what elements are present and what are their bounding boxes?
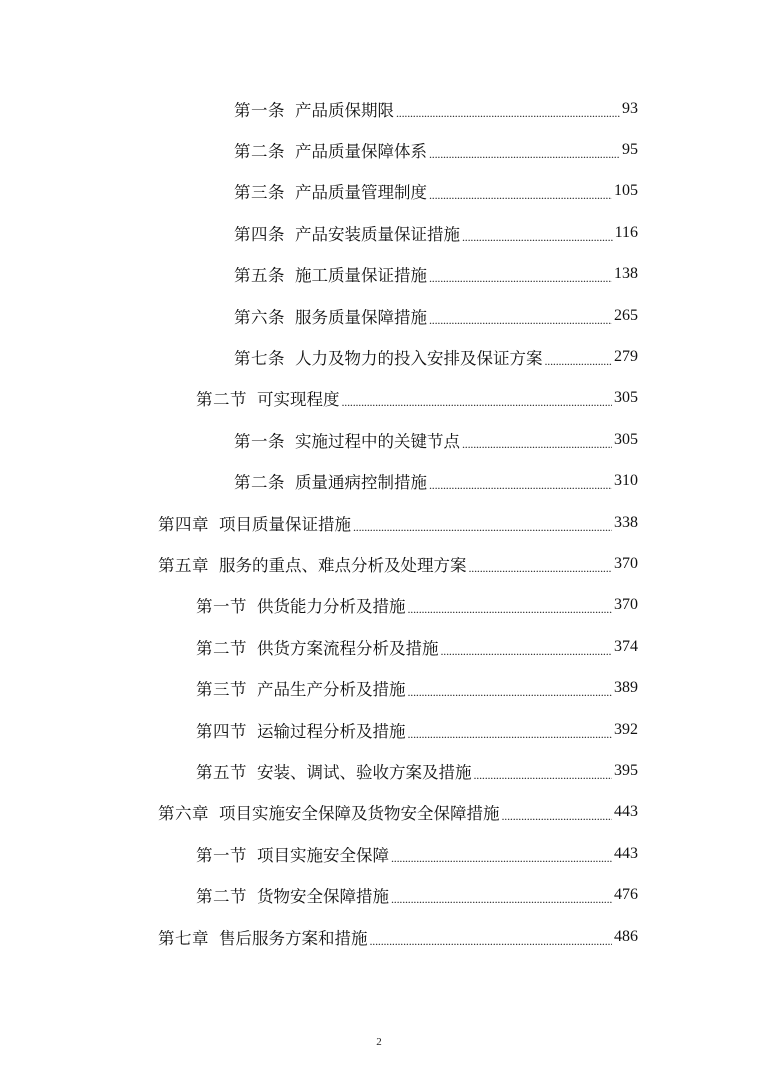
toc-entry-number: 第六章 <box>158 804 209 824</box>
dot-leader <box>469 557 613 575</box>
toc-entry[interactable] <box>0 585 638 626</box>
toc-entry-title: 产品质量管理制度 <box>295 183 427 203</box>
toc-entry-number: 第二节 <box>196 390 247 410</box>
dot-leader <box>441 640 613 658</box>
toc-entry-page: 338 <box>614 513 638 531</box>
toc-entry-page: 392 <box>614 720 638 738</box>
dot-leader <box>429 143 620 161</box>
toc-entry-title: 售后服务方案和措施 <box>219 928 368 948</box>
toc-entry-number: 第一条 <box>234 431 285 451</box>
toc-entry-page: 370 <box>614 596 638 614</box>
toc-entry-number: 第四节 <box>196 721 247 741</box>
toc-entry-number: 第五条 <box>234 266 285 286</box>
toc-entry-title: 产品安装质量保证措施 <box>295 224 460 244</box>
dot-leader <box>408 681 613 699</box>
toc-entry-page: 279 <box>614 348 638 366</box>
toc-entry[interactable] <box>0 378 638 419</box>
toc-entry-title: 货物安全保障措施 <box>257 887 389 907</box>
dot-leader <box>396 102 620 120</box>
toc-entry-page: 93 <box>622 99 638 117</box>
toc-entry-page: 443 <box>614 844 638 862</box>
toc-entry[interactable] <box>0 750 638 791</box>
toc-entry-page: 305 <box>614 430 638 448</box>
toc-entry-title: 可实现程度 <box>257 390 340 410</box>
toc-entry[interactable] <box>0 874 638 915</box>
toc-entry-title: 实施过程中的关键节点 <box>295 431 460 451</box>
toc-entry-number: 第三节 <box>196 680 247 700</box>
dot-leader <box>462 433 612 451</box>
toc-entry[interactable] <box>0 419 638 460</box>
toc-entry-page: 265 <box>614 306 638 324</box>
dot-leader <box>474 764 613 782</box>
toc-entry-title: 施工质量保证措施 <box>295 266 427 286</box>
table-of-contents <box>0 88 758 957</box>
dot-leader <box>429 267 612 285</box>
toc-entry-number: 第七条 <box>234 349 285 369</box>
toc-entry-page: 443 <box>614 803 638 821</box>
toc-entry-number: 第五节 <box>196 762 247 782</box>
toc-entry-number: 第五章 <box>158 555 209 575</box>
dot-leader <box>408 723 613 741</box>
toc-entry-page: 138 <box>614 265 638 283</box>
dot-leader <box>545 350 613 368</box>
toc-entry-title: 服务质量保障措施 <box>295 307 427 327</box>
toc-entry-page: 105 <box>614 182 638 200</box>
toc-entry-title: 供货方案流程分析及措施 <box>257 638 439 658</box>
toc-entry-page: 486 <box>614 927 638 945</box>
toc-entry-title: 产品质量保障体系 <box>295 142 427 162</box>
dot-leader <box>429 309 612 327</box>
toc-entry-page: 476 <box>614 886 638 904</box>
toc-entry-page: 389 <box>614 679 638 697</box>
toc-entry-number: 第三条 <box>234 183 285 203</box>
dot-leader <box>429 474 612 492</box>
toc-entry-title: 产品生产分析及措施 <box>257 680 406 700</box>
dot-leader <box>353 516 612 534</box>
toc-entry-title: 项目实施安全保障 <box>257 845 389 865</box>
page-number: 2 <box>376 1036 382 1048</box>
toc-entry-page: 116 <box>614 223 638 241</box>
toc-entry[interactable] <box>0 833 638 874</box>
toc-entry-number: 第七章 <box>158 928 209 948</box>
toc-entry-number: 第二节 <box>196 638 247 658</box>
toc-entry-title: 质量通病控制措施 <box>295 473 427 493</box>
dot-leader <box>429 184 612 202</box>
dot-leader <box>391 847 612 865</box>
toc-entry-page: 305 <box>614 389 638 407</box>
dot-leader <box>370 930 613 948</box>
toc-entry-number: 第四章 <box>158 514 209 534</box>
toc-entry-page: 395 <box>614 761 638 779</box>
toc-entry[interactable] <box>0 792 638 833</box>
toc-entry-number: 第二节 <box>196 887 247 907</box>
dot-leader <box>391 888 612 906</box>
toc-entry[interactable] <box>0 254 638 295</box>
toc-entry[interactable] <box>0 626 638 667</box>
toc-entry-title: 安装、调试、验收方案及措施 <box>257 762 472 782</box>
toc-entry[interactable] <box>0 543 638 584</box>
toc-entry[interactable] <box>0 502 638 543</box>
toc-entry-number: 第二条 <box>234 473 285 493</box>
toc-entry-number: 第六条 <box>234 307 285 327</box>
dot-leader <box>342 391 613 409</box>
toc-entry-number: 第四条 <box>234 224 285 244</box>
toc-entry-page: 310 <box>614 472 638 490</box>
toc-entry-title: 服务的重点、难点分析及处理方案 <box>219 555 467 575</box>
toc-entry[interactable] <box>0 709 638 750</box>
toc-entry[interactable] <box>0 171 638 212</box>
dot-leader <box>462 226 613 244</box>
toc-entry-number: 第二条 <box>234 142 285 162</box>
toc-entry[interactable] <box>0 88 638 129</box>
toc-entry-page: 370 <box>614 554 638 572</box>
dot-leader <box>408 598 613 616</box>
toc-entry[interactable] <box>0 129 638 170</box>
toc-entry-page: 374 <box>614 637 638 655</box>
toc-entry[interactable] <box>0 212 638 253</box>
toc-entry-title: 运输过程分析及措施 <box>257 721 406 741</box>
toc-entry-page: 95 <box>622 141 638 159</box>
toc-entry-title: 人力及物力的投入安排及保证方案 <box>295 349 543 369</box>
toc-entry[interactable] <box>0 336 638 377</box>
toc-entry[interactable] <box>0 916 638 957</box>
toc-entry-title: 项目实施安全保障及货物安全保障措施 <box>219 804 500 824</box>
toc-entry[interactable] <box>0 461 638 502</box>
toc-entry-title: 供货能力分析及措施 <box>257 597 406 617</box>
toc-entry-number: 第一条 <box>234 100 285 120</box>
toc-entry-number: 第一节 <box>196 597 247 617</box>
dot-leader <box>502 805 613 823</box>
toc-entry[interactable] <box>0 295 638 336</box>
toc-entry-title: 项目质量保证措施 <box>219 514 351 534</box>
toc-entry-title: 产品质保期限 <box>295 100 394 120</box>
toc-entry[interactable] <box>0 667 638 708</box>
toc-entry-number: 第一节 <box>196 845 247 865</box>
